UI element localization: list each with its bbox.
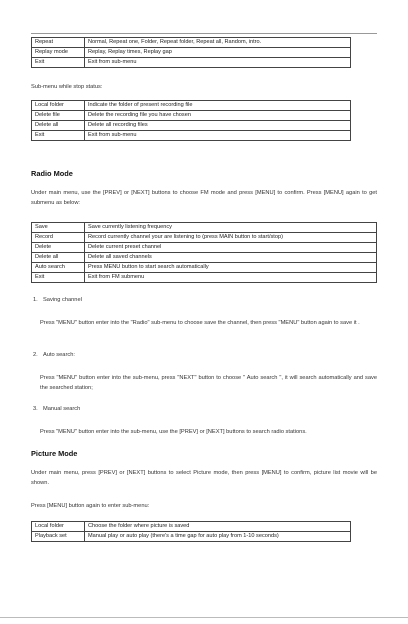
table-row — [32, 38, 351, 48]
table-cell: Delete the recording file you have chosen — [85, 111, 351, 121]
table-row — [32, 101, 351, 111]
list-item-text: Press "MENU" button enter into the sub-menu, use the [PREV] or [NEXT] buttons to search radio stations. — [40, 429, 307, 435]
submenu-stop-label: Sub-menu while stop status: — [31, 84, 103, 90]
table-cell: Exit — [32, 273, 85, 283]
table-cell: Replay, Replay times, Replay gap — [85, 48, 351, 58]
table-row — [32, 233, 377, 243]
table-cell: Manual play or auto play (there's a time gap for auto play from 1-10 seconds) — [85, 532, 351, 542]
table-cell: Playback set — [32, 532, 85, 542]
table-cell: Delete all saved channels — [85, 253, 377, 263]
picture-submenu-table — [31, 521, 351, 542]
bottom-rule — [0, 617, 408, 618]
table-cell: Exit from sub-menu — [85, 58, 351, 68]
table-cell: Indicate the folder of present recording file — [85, 101, 351, 111]
picture-intro: Under main menu, press [PREV] or [NEXT] buttons to select Picture mode, then press [MENU] to confirm, picture list movie will be shown. — [31, 470, 377, 486]
table-cell: Exit from sub-menu — [85, 131, 351, 141]
list-item-number: 1. — [33, 297, 38, 303]
list-item-number: 2. — [33, 352, 38, 358]
table-row — [32, 58, 351, 68]
table-cell: Auto search — [32, 263, 85, 273]
table-cell: Local folder — [32, 101, 85, 111]
radio-intro: Under main menu, use the [PREV] or [NEXT] buttons to choose FM mode and press [MENU] to confirm. Press [MENU] again to get submenu as below: — [31, 190, 377, 206]
list-item-number: 3. — [33, 406, 38, 412]
list-item-text: Press "MENU" button enter into the "Radio" sub-menu to choose save the channel, then press "MENU" button again to save it . — [40, 320, 360, 326]
list-item-title: Saving channel — [43, 297, 82, 303]
table-row — [32, 273, 377, 283]
table-cell: Local folder — [32, 522, 85, 532]
table-row — [32, 263, 377, 273]
table-row — [32, 532, 351, 542]
table-cell: Delete all recording files — [85, 121, 351, 131]
list-item-title: Manual search — [43, 406, 81, 412]
table-row — [32, 522, 351, 532]
table-cell: Press MENU button to start search automatically — [85, 263, 377, 273]
stop-submenu-table — [31, 100, 351, 141]
table-row — [32, 121, 351, 131]
table-cell: Choose the folder where picture is saved — [85, 522, 351, 532]
table-cell: Replay mode — [32, 48, 85, 58]
table-cell: Record currently channel your are listening to (press MAIN button to start/stop) — [85, 233, 377, 243]
radio-submenu-table — [31, 222, 377, 283]
table-cell: Exit — [32, 131, 85, 141]
table-row — [32, 223, 377, 233]
table-cell: Normal, Repeat one, Folder, Repeat folder, Repeat all, Random, intro. — [85, 38, 351, 48]
table-cell: Record — [32, 233, 85, 243]
top-rule — [31, 33, 377, 34]
table-row — [32, 253, 377, 263]
table-row — [32, 243, 377, 253]
table-cell: Delete all — [32, 121, 85, 131]
table-row — [32, 131, 351, 141]
repeat-options-table — [31, 37, 351, 68]
picture-press-again: Press [MENU] button again to enter sub-menu: — [31, 503, 150, 509]
table-cell: Repeat — [32, 38, 85, 48]
table-cell: Save currently listening frequency — [85, 223, 377, 233]
table-cell: Delete — [32, 243, 85, 253]
table-cell: Delete all — [32, 253, 85, 263]
table-row — [32, 48, 351, 58]
picture-mode-heading: Picture Mode — [31, 449, 78, 458]
radio-mode-heading: Radio Mode — [31, 169, 73, 178]
table-row — [32, 111, 351, 121]
table-cell: Delete file — [32, 111, 85, 121]
table-cell: Save — [32, 223, 85, 233]
table-cell: Exit — [32, 58, 85, 68]
list-item-title: Auto search: — [43, 352, 75, 358]
list-item-text: Press "MENU" button enter into the sub-menu, press "NEXT" button to choose " Auto search ", it will search automatically and save the searched station; — [40, 375, 377, 391]
table-cell: Delete current preset channel — [85, 243, 377, 253]
table-cell: Exit from FM submenu — [85, 273, 377, 283]
